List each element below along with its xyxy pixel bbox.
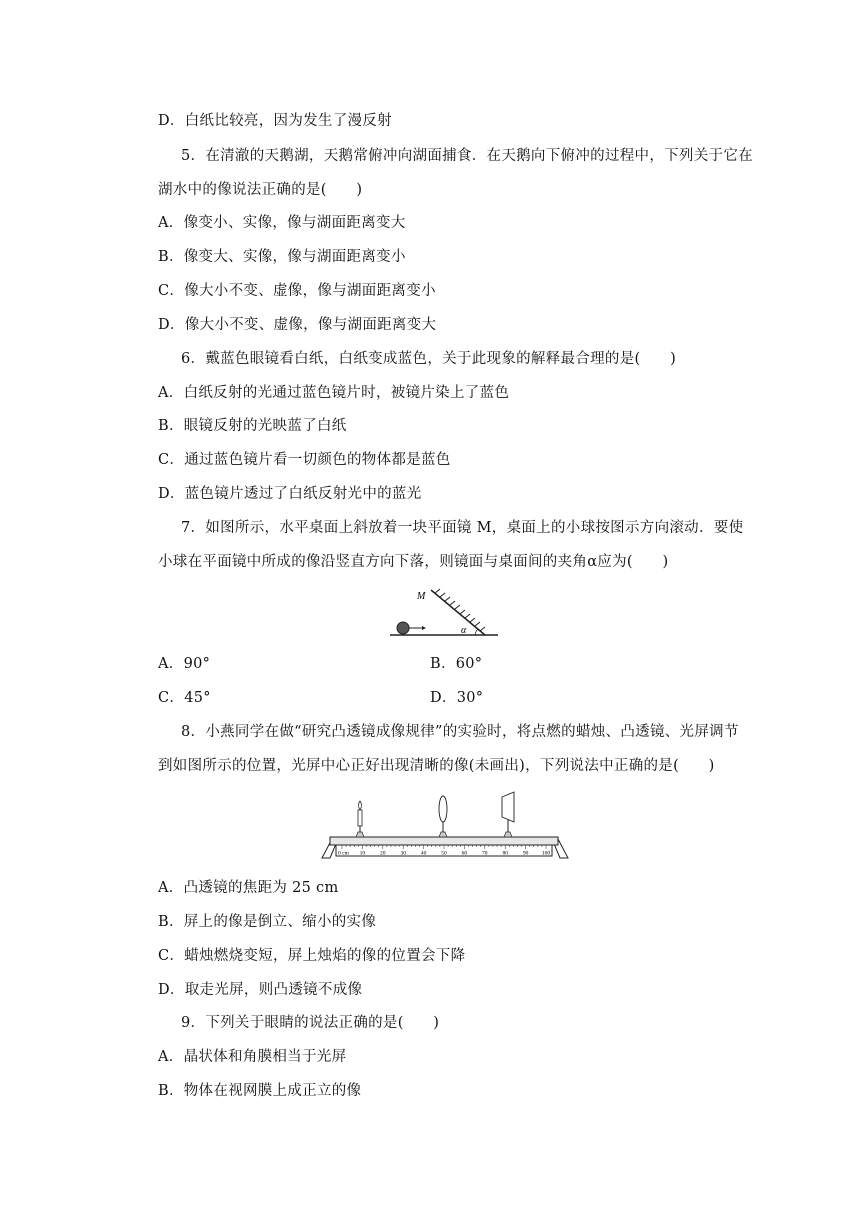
q7-stem-line1: 7．如图所示，水平桌面上斜放着一块平面镜 M，桌面上的小球按图示方向滚动．要使 (181, 520, 744, 536)
q6-stem: 6．戴蓝色眼镜看白纸，白纸变成蓝色，关于此现象的解释最合理的是( ) (181, 351, 677, 367)
candle-icon (356, 801, 364, 837)
q7-option-a: A．90° (158, 656, 211, 672)
ruler-tick-label: 40 (420, 850, 427, 857)
ruler-tick-label: 50 (441, 850, 447, 857)
q5-option-c: C．像大小不变、虚像，像与湖面距离变小 (158, 283, 436, 299)
q9-option-a: A．晶状体和角膜相当于光屏 (158, 1049, 347, 1065)
q5-option-b: B．像变大、实像，像与湖面距离变小 (158, 249, 406, 265)
q6-option-b: B．眼镜反射的光映蓝了白纸 (158, 418, 347, 434)
q8-option-d: D．取走光屏，则凸透镜不成像 (158, 982, 363, 998)
label-alpha: α (461, 625, 467, 636)
q8-stem-line2: 到如图所示的位置，光屏中心正好出现清晰的像(未画出)，下列说法中正确的是( ) (158, 758, 715, 774)
ruler-tick-label: 20 (380, 850, 386, 857)
mirror-hatching (435, 589, 485, 631)
ruler-tick-label: 10 (359, 850, 366, 857)
q6-option-c: C．通过蓝色镜片看一切颜色的物体都是蓝色 (158, 452, 451, 468)
q9-option-b: B．物体在视网膜上成正立的像 (158, 1083, 362, 1099)
angle-arc (475, 629, 478, 635)
q8-option-c: C．蜡烛燃烧变短，屏上烛焰的像的位置会下降 (158, 948, 466, 964)
q4-option-d: D．白纸比较亮，因为发生了漫反射 (158, 113, 392, 129)
ruler-tick-label: 30 (400, 850, 406, 857)
mirror-line (431, 590, 485, 635)
q8-option-b: B．屏上的像是倒立、缩小的实像 (158, 914, 377, 930)
q8-optical-bench-figure (318, 787, 572, 863)
q9-stem: 9．下列关于眼睛的说法正确的是( ) (181, 1015, 440, 1031)
q6-option-a: A．白纸反射的光通过蓝色镜片时，被镜片染上了蓝色 (158, 385, 510, 401)
ruler-tick-label: 90 (522, 850, 529, 857)
q5-option-a: A．像变小、实像，像与湖面距离变大 (158, 215, 406, 231)
bench-body (330, 837, 558, 845)
q7-mirror-figure (385, 585, 505, 640)
q5-stem-line2: 湖水中的像说法正确的是( ) (158, 182, 363, 198)
label-m: M (417, 591, 426, 602)
ruler-tick-label: 0 cm (338, 850, 349, 857)
arrow-head-icon (422, 626, 426, 630)
ruler-tick-label: 70 (482, 850, 488, 857)
ruler-tick-label: 100 (541, 850, 551, 857)
q5-stem-line1: 5．在清澈的天鹅湖，天鹅常俯冲向湖面捕食．在天鹅向下俯冲的过程中，下列关于它在 (181, 148, 753, 164)
q7-option-b: B．60° (430, 656, 483, 672)
ruler-tick-label: 60 (461, 850, 468, 857)
ball-icon (397, 622, 409, 634)
q6-option-d: D．蓝色镜片透过了白纸反射光中的蓝光 (158, 486, 422, 502)
light-screen-icon (502, 792, 514, 837)
q7-option-c: C．45° (158, 690, 211, 706)
q5-option-d: D．像大小不变、虚像，像与湖面距离变大 (158, 317, 437, 333)
q7-stem-line2: 小球在平面镜中所成的像沿竖直方向下落，则镜面与桌面间的夹角α应为( ) (158, 554, 669, 570)
q8-stem-line1: 8．小燕同学在做“研究凸透镜成像规律”的实验时，将点燃的蜡烛、凸透镜、光屏调节 (181, 724, 739, 740)
q7-option-d: D．30° (430, 690, 484, 706)
convex-lens-icon (439, 796, 447, 837)
ruler-tick-label: 80 (502, 850, 508, 857)
q8-option-a: A．凸透镜的焦距为 25 cm (158, 880, 339, 896)
